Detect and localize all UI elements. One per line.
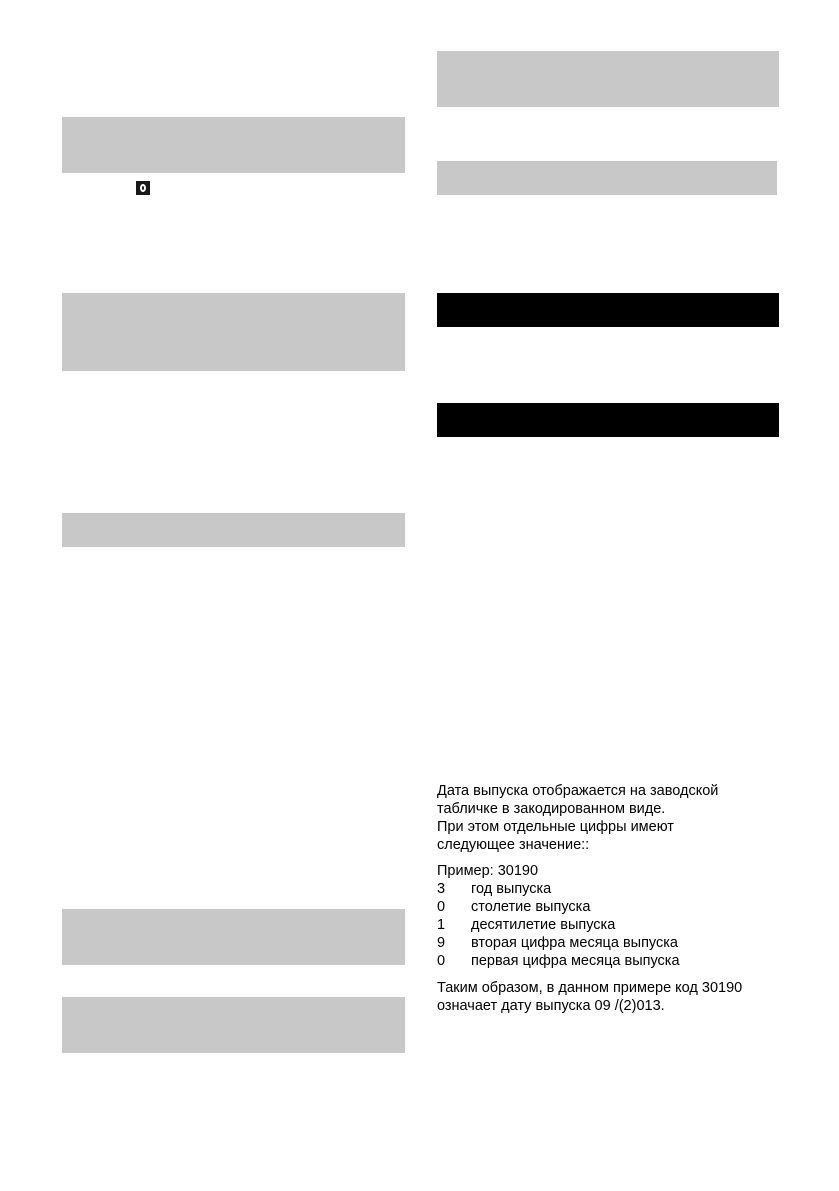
code-row: [437, 952, 680, 970]
summary-line: означает дату выпуска 09 /(2)013.: [437, 998, 665, 1014]
power-off-icon: [136, 181, 150, 195]
code-digit: 1: [437, 917, 446, 933]
code-row: [437, 880, 680, 898]
code-meaning: столетие выпуска: [471, 899, 591, 915]
production-date-example: [437, 862, 680, 970]
production-date-intro: [437, 782, 718, 854]
redacted-block-2: [62, 293, 405, 371]
intro-line: Дата выпуска отображается на заводской: [437, 783, 719, 799]
intro-line: При этом отдельные цифры имеют: [437, 819, 674, 835]
code-digit: 0: [437, 899, 446, 915]
code-row: [437, 934, 680, 952]
code-meaning: вторая цифра месяца выпуска: [471, 935, 679, 951]
summary-line: Таким образом, в данном примере код 30190: [437, 980, 743, 996]
production-date-summary: [437, 979, 742, 1015]
code-row: [437, 898, 680, 916]
code-meaning: год выпуска: [471, 881, 552, 897]
redacted-block-6: [437, 51, 779, 107]
redacted-block-3: [62, 513, 405, 547]
redacted-block-4: [62, 909, 405, 965]
code-row: [437, 916, 680, 934]
code-digit: 3: [437, 881, 446, 897]
code-digit: 9: [437, 935, 446, 951]
section-heading-bar-2: [437, 403, 779, 437]
code-meaning: десятилетие выпуска: [471, 917, 616, 933]
redacted-block-7: [437, 161, 777, 195]
redacted-block-1: [62, 117, 405, 173]
example-label: Пример: 30190: [437, 863, 539, 879]
intro-line: следующее значение::: [437, 837, 590, 853]
redacted-block-5: [62, 997, 405, 1053]
code-meaning: первая цифра месяца выпуска: [471, 953, 680, 969]
intro-line: табличке в закодированном виде.: [437, 801, 666, 817]
code-digit: 0: [437, 953, 446, 969]
section-heading-bar-1: [437, 293, 779, 327]
